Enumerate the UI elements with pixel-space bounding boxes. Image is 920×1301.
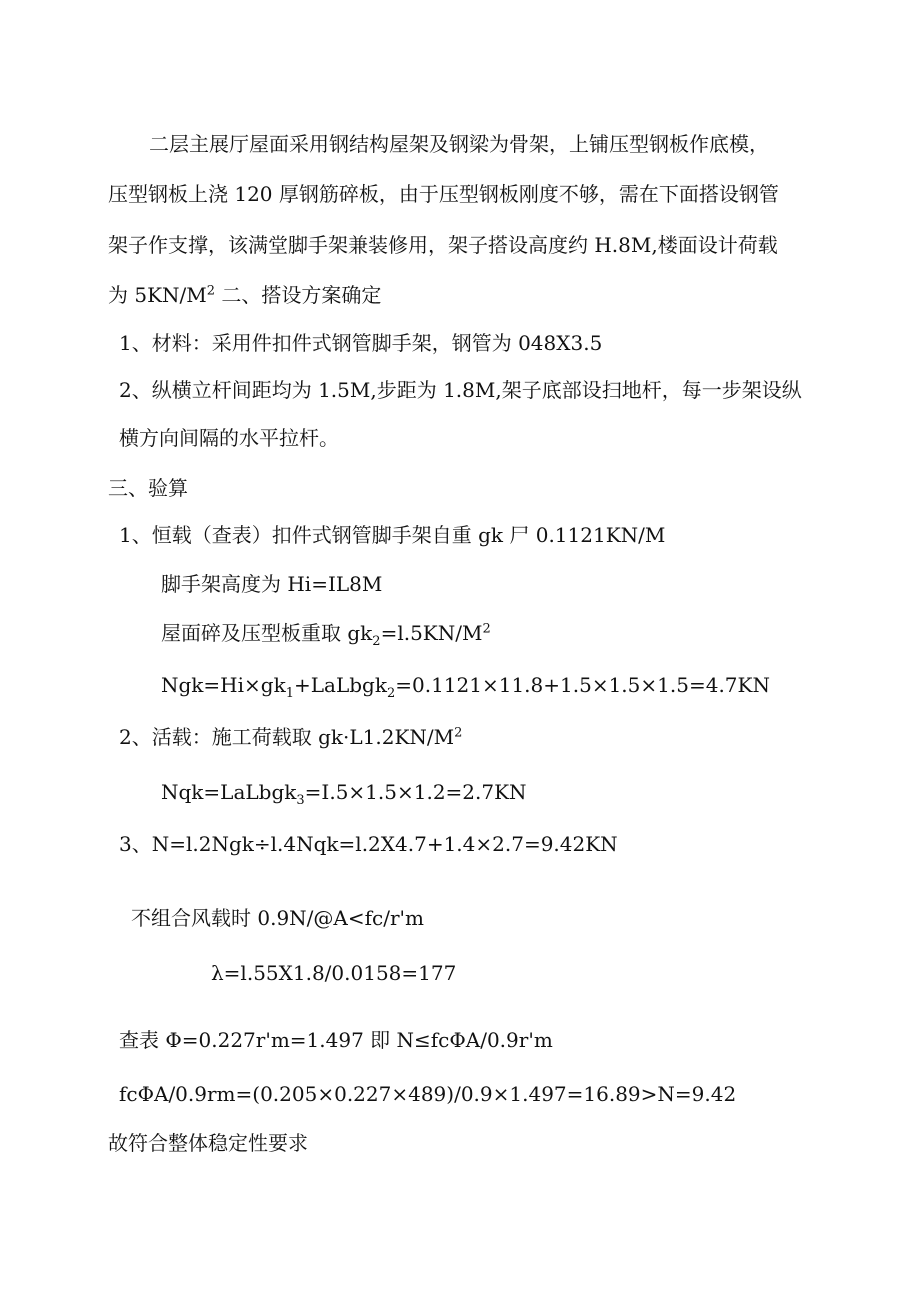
intro-line-4-main: 为 5KN/M (108, 283, 207, 307)
superscript: 2 (206, 283, 216, 299)
intro-line-1: 二层主展厅屋面采用钢结构屋架及钢梁为骨架，上铺压型钢板作底模， (149, 132, 769, 156)
roof-load-value: =l.5KN/M (380, 621, 483, 645)
section-3-heading: 三、验算 (108, 476, 188, 500)
dead-load-line: 1、恒载（查表）扣件式钢管脚手架自重 gk 尸 0.1121KN/M (119, 523, 666, 547)
n-total-formula: 3、N=l.2Ngk÷l.4Nqk=l.2X4.7+1.4×2.7=9.42KN (119, 832, 618, 856)
superscript: 2 (482, 621, 491, 637)
live-load-text: 2、活载：施工荷载取 gk·L1.2KN/M (119, 725, 455, 749)
subscript: 3 (296, 793, 305, 808)
section-2-heading: 二、搭设方案确定 (215, 283, 382, 307)
stability-calc: fcΦA/0.9rm=(0.205×0.227×489)/0.9×1.497=16.89>N=9.42 (119, 1082, 737, 1106)
roof-load-line (161, 620, 491, 649)
subscript: 2 (386, 686, 396, 701)
ngk-part-2: +LaLbgk (293, 673, 387, 697)
intro-line-3: 架子作支撑，该满堂脚手架兼装修用，架子搭设高度约 H.8M,楼面设计荷载 (108, 233, 778, 257)
roof-load-text: 屋面碎及压型板重取 gk (161, 621, 373, 645)
no-wind-condition: 不组合风载时 0.9N/@A<fc/r'm (131, 906, 424, 930)
ngk-formula (161, 672, 770, 701)
live-load-line (119, 724, 462, 750)
plan-item-2-line-1: 2、纵横立杆间距均为 1.5M,步距为 1.8M,架子底部设扫地杆，每一步架设纵 (119, 378, 802, 402)
ngk-part-3: =0.1121×11.8+1.5×1.5×1.5=4.7KN (395, 673, 770, 697)
subscript: 2 (372, 634, 381, 649)
slenderness-formula: λ=l.55X1.8/0.0158=177 (211, 961, 457, 985)
ngk-part-1: Ngk=Hi×gk (161, 673, 286, 697)
superscript: 2 (454, 725, 463, 741)
nqk-part-2: =I.5×1.5×1.2=2.7KN (304, 780, 527, 804)
intro-line-4 (108, 282, 381, 308)
conclusion: 故符合整体稳定性要求 (108, 1131, 308, 1155)
nqk-part-1: Nqk=LaLbgk (161, 780, 297, 804)
lookup-line: 查表 Φ=0.227r'm=1.497 即 N≤fcΦA/0.9r'm (119, 1028, 553, 1052)
plan-item-2-line-2: 横方向间隔的水平拉杆。 (119, 426, 339, 450)
scaffold-height-line: 脚手架高度为 Hi=IL8M (161, 572, 383, 596)
intro-line-2: 压型钢板上浇 120 厚钢筋碎板，由于压型钢板刚度不够，需在下面搭设钢管 (108, 182, 779, 206)
nqk-formula (161, 779, 527, 808)
plan-item-1: 1、材料：采用件扣件式钢管脚手架，钢管为 048X3.5 (119, 331, 603, 355)
subscript: 1 (285, 686, 294, 701)
